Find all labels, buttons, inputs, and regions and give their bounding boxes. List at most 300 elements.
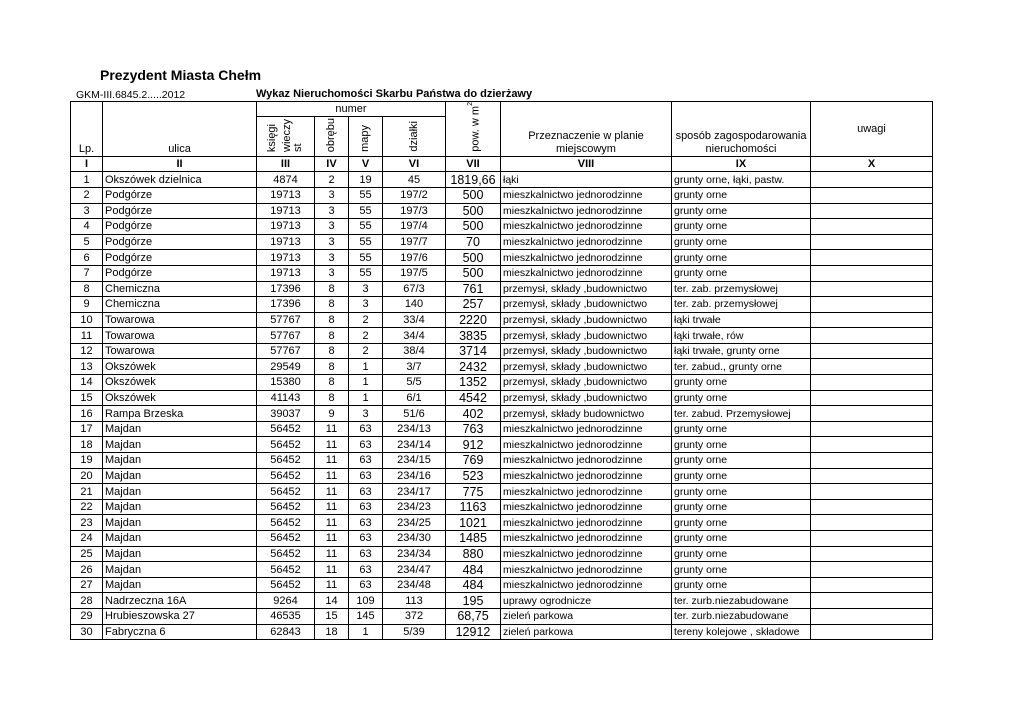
plan-purpose-cell: mieszkalnictwo jednorodzinne [501, 265, 672, 281]
row-number: 20 [71, 468, 103, 484]
remarks-cell [811, 219, 933, 235]
precinct-cell: 11 [315, 562, 349, 578]
land-use-cell: grunty orne [672, 421, 811, 437]
header-area-label: pow. w $m^2$ [466, 102, 482, 152]
row-number: 30 [71, 624, 103, 640]
area-cell: 68,75 [446, 608, 501, 624]
table-row [71, 515, 933, 531]
row-number: 16 [71, 406, 103, 422]
map-cell: 3 [349, 406, 383, 422]
land-register-cell: 56452 [257, 531, 315, 547]
precinct-cell: 11 [315, 531, 349, 547]
header-row-top [71, 102, 933, 117]
land-use-cell: grunty orne [672, 437, 811, 453]
land-register-cell: 56452 [257, 453, 315, 469]
plot-cell: 3/7 [383, 359, 446, 375]
land-use-cell: grunty orne [672, 484, 811, 500]
map-cell: 2 [349, 312, 383, 328]
area-cell: 880 [446, 546, 501, 562]
plan-purpose-cell: przemysł, składy ,budownictwo [501, 375, 672, 391]
area-cell: 402 [446, 406, 501, 422]
street-cell: Majdan [103, 562, 257, 578]
area-cell: 484 [446, 577, 501, 593]
street-cell: Majdan [103, 484, 257, 500]
remarks-cell [811, 281, 933, 297]
map-cell: 63 [349, 499, 383, 515]
plan-purpose-cell: zieleń parkowa [501, 624, 672, 640]
row-number: 6 [71, 250, 103, 266]
map-cell: 2 [349, 343, 383, 359]
plan-purpose-cell: przemysł, składy ,budownictwo [501, 390, 672, 406]
plot-cell: 5/5 [383, 375, 446, 391]
plot-cell: 45 [383, 172, 446, 188]
plan-purpose-cell: mieszkalnictwo jednorodzinne [501, 577, 672, 593]
column-numeral: III [257, 156, 315, 172]
row-number: 11 [71, 328, 103, 344]
remarks-cell [811, 608, 933, 624]
header-book [257, 117, 315, 157]
row-number: 22 [71, 499, 103, 515]
precinct-cell: 11 [315, 453, 349, 469]
header-street: ulica [103, 102, 257, 157]
street-cell: Majdan [103, 577, 257, 593]
map-cell: 63 [349, 515, 383, 531]
remarks-cell [811, 453, 933, 469]
land-register-cell: 56452 [257, 484, 315, 500]
land-register-cell: 56452 [257, 437, 315, 453]
land-use-cell: grunty orne [672, 203, 811, 219]
plan-purpose-cell: mieszkalnictwo jednorodzinne [501, 250, 672, 266]
plot-cell: 5/39 [383, 624, 446, 640]
precinct-cell: 3 [315, 265, 349, 281]
row-number: 25 [71, 546, 103, 562]
map-cell: 3 [349, 281, 383, 297]
header-map: mapy [349, 117, 383, 157]
precinct-cell: 8 [315, 312, 349, 328]
plot-cell: 38/4 [383, 343, 446, 359]
street-cell: Majdan [103, 453, 257, 469]
land-use-cell: ter. zab. przemysłowej [672, 281, 811, 297]
street-cell: Towarowa [103, 312, 257, 328]
table-row [71, 234, 933, 250]
row-number: 1 [71, 172, 103, 188]
area-cell: 500 [446, 250, 501, 266]
area-cell: 1352 [446, 375, 501, 391]
header-area [446, 102, 501, 157]
column-numeral: I [71, 156, 103, 172]
land-register-cell: 17396 [257, 281, 315, 297]
column-numeral: IV [315, 156, 349, 172]
plot-cell: 234/30 [383, 531, 446, 547]
land-register-cell: 56452 [257, 562, 315, 578]
plan-purpose-cell: mieszkalnictwo jednorodzinne [501, 468, 672, 484]
precinct-cell: 11 [315, 515, 349, 531]
land-register-cell: 4874 [257, 172, 315, 188]
land-register-cell: 56452 [257, 421, 315, 437]
land-use-cell: ter. zab. przemysłowej [672, 297, 811, 313]
land-register-cell: 17396 [257, 297, 315, 313]
land-use-cell: grunty orne, łąki, pastw. [672, 172, 811, 188]
plan-purpose-cell: przemysł, składy ,budownictwo [501, 281, 672, 297]
plan-purpose-cell: mieszkalnictwo jednorodzinne [501, 484, 672, 500]
area-cell: 2220 [446, 312, 501, 328]
precinct-cell: 9 [315, 406, 349, 422]
land-use-cell: łąki trwałe [672, 312, 811, 328]
remarks-cell [811, 203, 933, 219]
plot-cell: 197/3 [383, 203, 446, 219]
land-use-cell: ter. zurb.niezabudowane [672, 608, 811, 624]
map-cell: 1 [349, 390, 383, 406]
remarks-cell [811, 593, 933, 609]
area-cell: 769 [446, 453, 501, 469]
street-cell: Podgórze [103, 187, 257, 203]
header-number-group: numer [257, 102, 446, 117]
table-row [71, 187, 933, 203]
map-cell: 63 [349, 421, 383, 437]
area-cell: 1163 [446, 499, 501, 515]
street-cell: Okszówek [103, 359, 257, 375]
area-cell: 484 [446, 562, 501, 578]
map-cell: 63 [349, 468, 383, 484]
column-numeral: VIII [501, 156, 672, 172]
plot-cell: 197/7 [383, 234, 446, 250]
row-number: 17 [71, 421, 103, 437]
street-cell: Podgórze [103, 203, 257, 219]
land-register-cell: 56452 [257, 515, 315, 531]
precinct-cell: 11 [315, 499, 349, 515]
remarks-cell [811, 515, 933, 531]
land-register-cell: 57767 [257, 343, 315, 359]
map-cell: 55 [349, 187, 383, 203]
plan-purpose-cell: mieszkalnictwo jednorodzinne [501, 453, 672, 469]
table-row [71, 297, 933, 313]
plot-cell: 234/14 [383, 437, 446, 453]
street-cell: Okszówek dzielnica [103, 172, 257, 188]
map-cell: 3 [349, 297, 383, 313]
land-use-cell: grunty orne [672, 499, 811, 515]
plot-cell: 197/4 [383, 219, 446, 235]
table-row [71, 359, 933, 375]
header-remarks: uwagi [811, 102, 933, 157]
area-cell: 912 [446, 437, 501, 453]
street-cell: Chemiczna [103, 297, 257, 313]
land-register-cell: 15380 [257, 375, 315, 391]
remarks-cell [811, 562, 933, 578]
map-cell: 55 [349, 250, 383, 266]
plan-purpose-cell: łąki [501, 172, 672, 188]
land-register-cell: 9264 [257, 593, 315, 609]
street-cell: Podgórze [103, 234, 257, 250]
plot-cell: 234/47 [383, 562, 446, 578]
map-cell: 19 [349, 172, 383, 188]
plot-cell: 113 [383, 593, 446, 609]
plan-purpose-cell: przemysł, składy ,budownictwo [501, 359, 672, 375]
table-row [71, 593, 933, 609]
plot-cell: 34/4 [383, 328, 446, 344]
area-cell: 257 [446, 297, 501, 313]
land-register-cell: 57767 [257, 328, 315, 344]
table-row [71, 203, 933, 219]
table-row [71, 375, 933, 391]
document-title: Prezydent Miasta Chełm [100, 67, 262, 83]
street-cell: Podgórze [103, 219, 257, 235]
precinct-cell: 3 [315, 203, 349, 219]
precinct-cell: 11 [315, 577, 349, 593]
remarks-cell [811, 172, 933, 188]
precinct-cell: 3 [315, 250, 349, 266]
plan-purpose-cell: mieszkalnictwo jednorodzinne [501, 219, 672, 235]
table-row [71, 421, 933, 437]
area-cell: 761 [446, 281, 501, 297]
plan-purpose-cell: mieszkalnictwo jednorodzinne [501, 546, 672, 562]
table-row [71, 484, 933, 500]
map-cell: 63 [349, 531, 383, 547]
table-row [71, 624, 933, 640]
row-number: 23 [71, 515, 103, 531]
plot-cell: 234/16 [383, 468, 446, 484]
remarks-cell [811, 437, 933, 453]
table-row [71, 390, 933, 406]
plan-purpose-cell: mieszkalnictwo jednorodzinne [501, 203, 672, 219]
row-number: 7 [71, 265, 103, 281]
map-cell: 1 [349, 359, 383, 375]
land-register-cell: 29549 [257, 359, 315, 375]
remarks-cell [811, 546, 933, 562]
document-subtitle: Wykaz Nieruchomości Skarbu Państwa do dzierżawy [256, 88, 533, 100]
area-cell: 3714 [446, 343, 501, 359]
remarks-cell [811, 577, 933, 593]
header-plan-purpose: Przeznaczenie w planie miejscowym [501, 102, 672, 157]
land-register-cell: 19713 [257, 250, 315, 266]
row-number: 14 [71, 375, 103, 391]
table-row [71, 312, 933, 328]
table-row [71, 172, 933, 188]
row-number: 27 [71, 577, 103, 593]
plan-purpose-cell: przemysł, składy ,budownictwo [501, 297, 672, 313]
remarks-cell [811, 531, 933, 547]
property-table [70, 101, 933, 640]
plan-purpose-cell: mieszkalnictwo jednorodzinne [501, 499, 672, 515]
street-cell: Okszówek [103, 375, 257, 391]
plan-purpose-cell: mieszkalnictwo jednorodzinne [501, 234, 672, 250]
area-cell: 3835 [446, 328, 501, 344]
land-use-cell: grunty orne [672, 234, 811, 250]
land-register-cell: 56452 [257, 468, 315, 484]
land-use-cell: grunty orne [672, 562, 811, 578]
row-number: 13 [71, 359, 103, 375]
plot-cell: 33/4 [383, 312, 446, 328]
area-cell: 4542 [446, 390, 501, 406]
land-use-cell: łąki trwałe, grunty orne [672, 343, 811, 359]
table-row [71, 250, 933, 266]
plan-purpose-cell: mieszkalnictwo jednorodzinne [501, 531, 672, 547]
table-row [71, 406, 933, 422]
street-cell: Majdan [103, 546, 257, 562]
land-use-cell: grunty orne [672, 375, 811, 391]
plot-cell: 197/2 [383, 187, 446, 203]
land-use-cell: ter. zurb.niezabudowane [672, 593, 811, 609]
remarks-cell [811, 375, 933, 391]
column-numeral: IX [672, 156, 811, 172]
land-use-cell: grunty orne [672, 515, 811, 531]
plot-cell: 51/6 [383, 406, 446, 422]
row-number: 9 [71, 297, 103, 313]
plot-cell: 234/13 [383, 421, 446, 437]
plan-purpose-cell: mieszkalnictwo jednorodzinne [501, 437, 672, 453]
remarks-cell [811, 297, 933, 313]
land-register-cell: 19713 [257, 265, 315, 281]
map-cell: 1 [349, 375, 383, 391]
row-number: 26 [71, 562, 103, 578]
plot-cell: 234/25 [383, 515, 446, 531]
precinct-cell: 8 [315, 390, 349, 406]
street-cell: Chemiczna [103, 281, 257, 297]
precinct-cell: 11 [315, 484, 349, 500]
plot-cell: 234/48 [383, 577, 446, 593]
plan-purpose-cell: mieszkalnictwo jednorodzinne [501, 515, 672, 531]
remarks-cell [811, 187, 933, 203]
row-number: 3 [71, 203, 103, 219]
land-register-cell: 19713 [257, 234, 315, 250]
street-cell: Majdan [103, 531, 257, 547]
plot-cell: 140 [383, 297, 446, 313]
land-use-cell: grunty orne [672, 468, 811, 484]
row-number: 24 [71, 531, 103, 547]
remarks-cell [811, 359, 933, 375]
remarks-cell [811, 499, 933, 515]
area-cell: 1485 [446, 531, 501, 547]
land-use-cell: grunty orne [672, 219, 811, 235]
precinct-cell: 3 [315, 234, 349, 250]
table-row [71, 562, 933, 578]
table-row [71, 265, 933, 281]
precinct-cell: 8 [315, 297, 349, 313]
row-number: 8 [71, 281, 103, 297]
map-cell: 109 [349, 593, 383, 609]
row-number: 2 [71, 187, 103, 203]
row-number: 21 [71, 484, 103, 500]
precinct-cell: 11 [315, 421, 349, 437]
plot-cell: 234/34 [383, 546, 446, 562]
street-cell: Nadrzeczna 16A [103, 593, 257, 609]
precinct-cell: 8 [315, 343, 349, 359]
precinct-cell: 15 [315, 608, 349, 624]
table-row [71, 281, 933, 297]
remarks-cell [811, 265, 933, 281]
header-plot: działki [383, 117, 446, 157]
street-cell: Hrubieszowska 27 [103, 608, 257, 624]
plan-purpose-cell: uprawy ogrodnicze [501, 593, 672, 609]
land-use-cell: grunty orne [672, 390, 811, 406]
header-lp: Lp. [71, 102, 103, 157]
remarks-cell [811, 421, 933, 437]
street-cell: Okszówek [103, 390, 257, 406]
table-row [71, 468, 933, 484]
table-row [71, 328, 933, 344]
land-register-cell: 57767 [257, 312, 315, 328]
street-cell: Majdan [103, 468, 257, 484]
remarks-cell [811, 250, 933, 266]
column-numeral: VII [446, 156, 501, 172]
map-cell: 63 [349, 484, 383, 500]
plot-cell: 234/17 [383, 484, 446, 500]
map-cell: 55 [349, 265, 383, 281]
plan-purpose-cell: przemysł, składy ,budownictwo [501, 312, 672, 328]
map-cell: 63 [349, 453, 383, 469]
plan-purpose-cell: mieszkalnictwo jednorodzinne [501, 562, 672, 578]
street-cell: Majdan [103, 421, 257, 437]
precinct-cell: 14 [315, 593, 349, 609]
row-number: 19 [71, 453, 103, 469]
land-use-cell: grunty orne [672, 577, 811, 593]
column-numeral: X [811, 156, 933, 172]
precinct-cell: 11 [315, 546, 349, 562]
remarks-cell [811, 234, 933, 250]
map-cell: 2 [349, 328, 383, 344]
remarks-cell [811, 484, 933, 500]
map-cell: 55 [349, 219, 383, 235]
land-use-cell: grunty orne [672, 265, 811, 281]
table-row [71, 343, 933, 359]
case-signature: GKM-III.6845.2.....2012 [76, 89, 186, 101]
plot-cell: 234/15 [383, 453, 446, 469]
precinct-cell: 3 [315, 187, 349, 203]
street-cell: Majdan [103, 499, 257, 515]
row-number: 29 [71, 608, 103, 624]
area-cell: 500 [446, 219, 501, 235]
row-number: 12 [71, 343, 103, 359]
street-cell: Rampa Brzeska [103, 406, 257, 422]
precinct-cell: 18 [315, 624, 349, 640]
street-cell: Majdan [103, 515, 257, 531]
map-cell: 55 [349, 234, 383, 250]
land-use-cell: grunty orne [672, 546, 811, 562]
area-cell: 500 [446, 203, 501, 219]
land-register-cell: 46535 [257, 608, 315, 624]
plan-purpose-cell: przemysł, składy ,budownictwo [501, 343, 672, 359]
street-cell: Towarowa [103, 343, 257, 359]
table-row [71, 437, 933, 453]
map-cell: 63 [349, 546, 383, 562]
area-cell: 1021 [446, 515, 501, 531]
precinct-cell: 8 [315, 281, 349, 297]
precinct-cell: 11 [315, 437, 349, 453]
precinct-cell: 2 [315, 172, 349, 188]
precinct-cell: 3 [315, 219, 349, 235]
land-use-cell: ter. zabud. Przemysłowej [672, 406, 811, 422]
area-cell: 2432 [446, 359, 501, 375]
land-register-cell: 62843 [257, 624, 315, 640]
map-cell: 55 [349, 203, 383, 219]
row-number: 10 [71, 312, 103, 328]
remarks-cell [811, 328, 933, 344]
remarks-cell [811, 390, 933, 406]
remarks-cell [811, 624, 933, 640]
land-use-cell: tereny kolejowe , składowe [672, 624, 811, 640]
table-row [71, 499, 933, 515]
table-row [71, 453, 933, 469]
plan-purpose-cell: przemysł, składy ,budownictwo [501, 328, 672, 344]
remarks-cell [811, 343, 933, 359]
row-number: 15 [71, 390, 103, 406]
plan-purpose-cell: mieszkalnictwo jednorodzinne [501, 187, 672, 203]
column-numeral: V [349, 156, 383, 172]
map-cell: 63 [349, 437, 383, 453]
column-numeral: VI [383, 156, 446, 172]
land-register-cell: 39037 [257, 406, 315, 422]
roman-numeral-row [71, 156, 933, 172]
map-cell: 63 [349, 577, 383, 593]
